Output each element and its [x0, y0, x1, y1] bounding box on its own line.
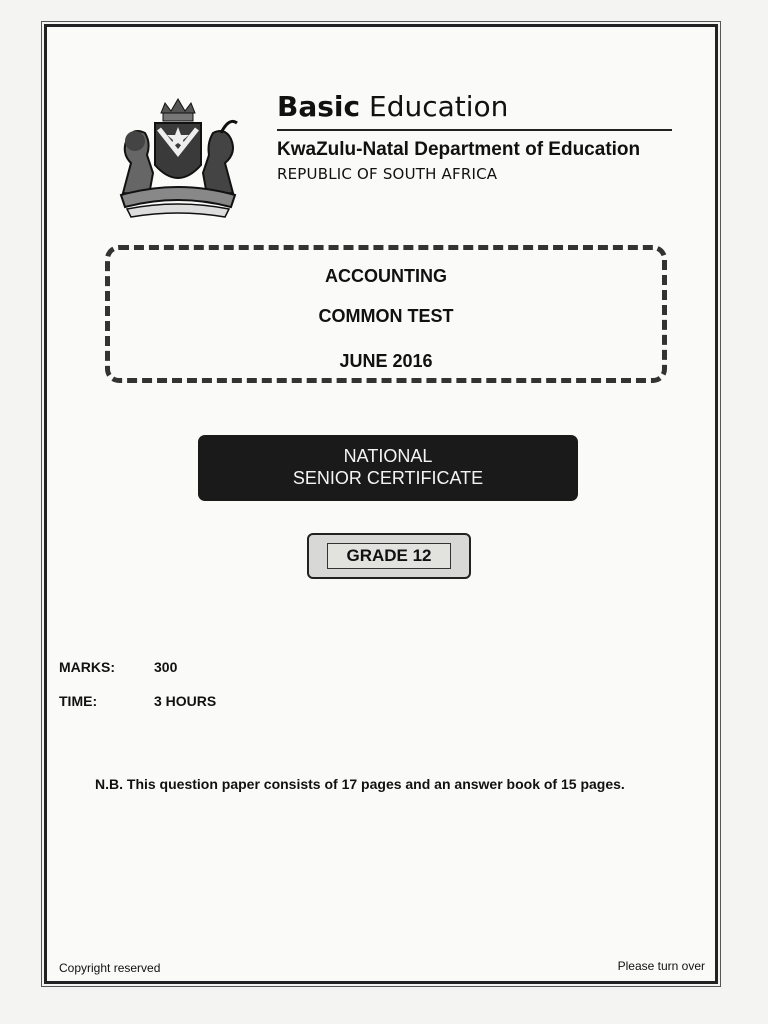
- time-row: [59, 693, 216, 709]
- grade-badge: [307, 533, 471, 579]
- coat-of-arms-icon: [103, 83, 253, 223]
- department-name: KwaZulu-Natal Department of Education: [277, 139, 641, 160]
- brand-title: Basic Education: [277, 90, 509, 123]
- copyright-footer: Copyright reserved: [59, 961, 161, 975]
- brand-block: [277, 89, 672, 183]
- turn-over-footer: Please turn over: [617, 959, 705, 973]
- marks-label: MARKS:: [59, 659, 115, 675]
- page-count-note: N.B. This question paper consists of 17 pages and an answer book of 15 pages.: [95, 776, 625, 792]
- certificate-line-1: NATIONAL: [343, 446, 433, 466]
- exam-test-type: COMMON TEST: [318, 306, 454, 326]
- certificate-line-2: SENIOR CERTIFICATE: [292, 468, 484, 488]
- marks-row: [59, 659, 177, 675]
- marks-value: 300: [154, 659, 178, 675]
- republic-name: REPUBLIC OF SOUTH AFRICA: [277, 165, 498, 183]
- exam-subject: ACCOUNTING: [325, 266, 447, 286]
- brand-divider: [277, 129, 672, 131]
- certificate-banner: [198, 435, 578, 501]
- exam-cover-page: [44, 24, 718, 984]
- exam-title-box: [105, 245, 667, 383]
- time-label: TIME:: [59, 693, 98, 709]
- time-value: 3 HOURS: [154, 693, 217, 709]
- grade-label: GRADE 12: [327, 543, 450, 569]
- exam-date: JUNE 2016: [339, 351, 433, 371]
